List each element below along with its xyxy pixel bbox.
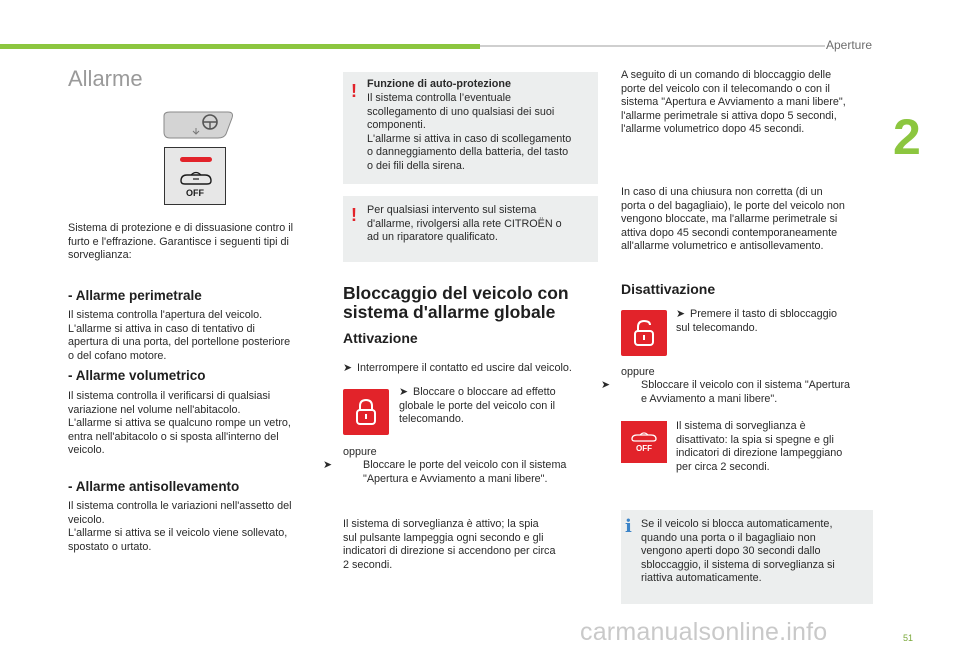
padlock-locked-icon <box>354 398 378 426</box>
volumetric-alarm-heading: - Allarme volumetrico <box>68 368 206 383</box>
section-title: Aperture <box>826 38 873 52</box>
info-box-auto-relock <box>621 510 873 604</box>
global-lock-heading: Bloccaggio del veicolo con sistema d'allarme globale <box>343 283 569 322</box>
led-indicator <box>180 157 212 162</box>
page-number: 51 <box>903 633 914 643</box>
warning-icon: ! <box>351 81 357 101</box>
warning-box-self-protection <box>343 72 598 184</box>
volumetric-alarm-text: Il sistema controlla il verificarsi di qualsiasi variazione nel volume nell'abitacolo. L'allarme si attiva se qualcuno rompe un vetro, entra nell'abitacolo o si sposta all'interno del veicolo. <box>68 390 291 457</box>
bullet-icon: ➤ <box>343 362 353 374</box>
antilift-alarm-text: Il sistema controlla le variazioni nell'assetto del veicolo. L'allarme si attiva se il veicolo viene sollevato, spostato o urtato. <box>68 500 292 553</box>
deactivation-result-text: Il sistema di sorveglianza è disattivato: la spia si spegne e gli indicatori di direzione lampeggiano per circa 2 secondi. <box>676 420 843 473</box>
self-protection-text: Il sistema controlla l’eventuale scollegamento di uno qualsiasi dei suoi componenti. L'allarme si attiva in caso di scollegamento o danneggiamento della batteria, del tasto o dei fili della sirena. <box>367 92 572 172</box>
service-warning-text: Per qualsiasi intervento sul sistema d'allarme, rivolgersi alla rete CITROËN o ad un riparatore qualificato. <box>367 204 562 244</box>
activation-step-1: ➤ Interrompere il contatto ed uscire dal veicolo. <box>343 362 572 374</box>
oppure-text: oppure <box>343 446 377 458</box>
antilift-alarm-heading: - Allarme antisollevamento <box>68 479 240 494</box>
auto-relock-text: Se il veicolo si blocca automaticamente, quando una porta o il bagagliaio non vengono aperti dopo 30 secondi dallo sbloccaggio, il sistema di sorveglianza si riattiva automaticamente. <box>641 518 835 585</box>
intro-text: Sistema di protezione e di dissuasione contro il furto e l'effrazione. Garantisce i seguenti tipi di sorveglianza: <box>68 222 294 262</box>
interior-mirror-illustration <box>160 108 238 140</box>
unlock-button-illustration <box>621 310 667 356</box>
bullet-icon: ➤ <box>676 308 686 320</box>
bullet-icon: ➤ <box>399 386 409 398</box>
padlock-unlocked-icon <box>632 319 656 347</box>
header-rule <box>480 45 825 47</box>
perimeter-alarm-text: Il sistema controlla l'apertura del veicolo. L'allarme si attiva in caso di tentativo di apertura di una porta, del portellone posteriore o del cofano motore. <box>68 309 291 362</box>
off-label: OFF <box>636 444 652 453</box>
car-alarm-icon <box>177 169 215 187</box>
lock-button-illustration <box>343 389 389 435</box>
activation-heading: Attivazione <box>343 330 418 346</box>
deactivation-heading: Disattivazione <box>621 281 716 297</box>
alarm-off-red-illustration <box>621 421 667 463</box>
page-title: Allarme <box>68 66 143 91</box>
watermark: carmanualsonline.info <box>580 618 828 646</box>
deactivation-step-1: ➤ Premere il tasto di sbloccaggio sul telecomando. <box>676 308 838 334</box>
oppure-text: oppure <box>621 366 655 378</box>
warning-icon: ! <box>351 205 357 225</box>
perimeter-alarm-heading: - Allarme perimetrale <box>68 288 202 303</box>
lock-delay-text: A seguito di un comando di bloccaggio delle porte del veicolo con il telecomando o con il sistema "Apertura e Avviamento a mani libere", l'allarme perimetrale si attiva dopo 5 secondi, l'allarme volumetrico dopo 45 secondi. <box>621 69 846 136</box>
deactivation-step-2: ➤ Sbloccare il veicolo con il sistema "Apertura e Avviamento a mani libere". <box>601 379 851 405</box>
chapter-number: 2 <box>893 109 921 165</box>
bullet-icon: ➤ <box>323 459 333 471</box>
self-protection-title: Funzione di auto-protezione <box>367 78 511 90</box>
activation-result-text: Il sistema di sorveglianza è attivo; la spia sul pulsante lampeggia ogni secondo e gli indicatori di direzione si accendono per circa 2 secondi. <box>343 518 556 571</box>
activation-step-3: ➤ Bloccare le porte del veicolo con il sistema "Apertura e Avviamento a mani libere". <box>323 459 567 485</box>
header-accent-bar <box>0 44 480 49</box>
alarm-off-button-illustration <box>164 147 226 205</box>
off-label: OFF <box>186 188 204 198</box>
info-icon: i <box>625 516 632 537</box>
activation-step-2: ➤ Bloccare o bloccare ad effetto globale le porte del veicolo con il telecomando. <box>399 386 556 426</box>
warning-box-service <box>343 196 598 262</box>
car-alarm-icon <box>629 431 659 443</box>
bullet-icon: ➤ <box>601 379 611 391</box>
incorrect-closure-text: In caso di una chiusura non corretta (di un porta o del bagagliaio), le porte del veicolo non vengono bloccate, ma l'allarme perimetrale si attiva dopo 45 secondi contemporaneamente all'allarme volumetrico e antisollevamento. <box>621 186 845 253</box>
